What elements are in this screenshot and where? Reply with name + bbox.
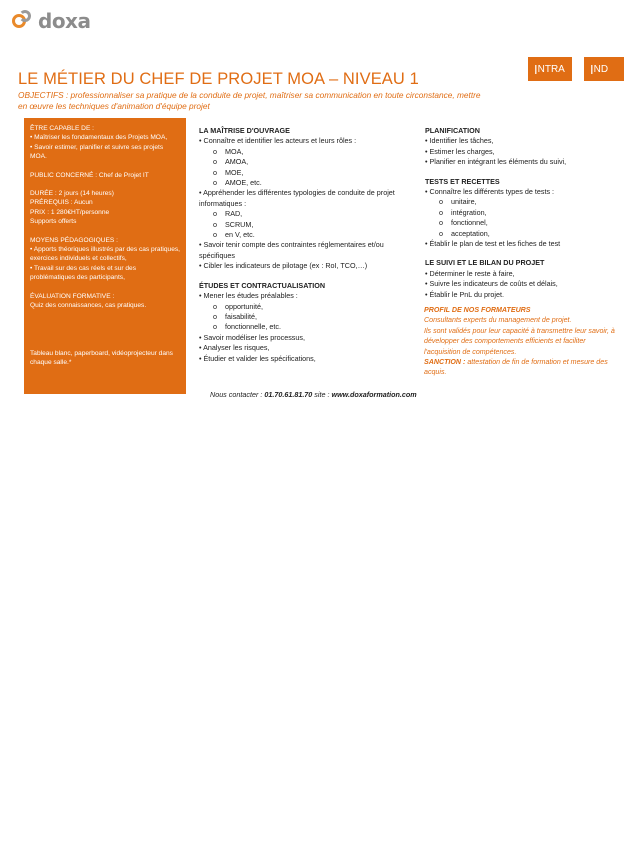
panel-capable-item: • Savoir estimer, planifier et suivre ses projets MOA.: [30, 143, 164, 161]
bullet: • Établir le plan de test et les fiches de test: [425, 239, 561, 249]
tab-inter-rest: ND: [593, 63, 609, 75]
section-title: TESTS ET RECETTES: [425, 176, 500, 186]
section-title: PLANIFICATION: [425, 126, 480, 135]
trainer-profile: [424, 305, 620, 378]
column-right: [425, 126, 625, 300]
bullet: • Planifier en intégrant les éléments du suivi,: [425, 157, 567, 167]
panel-capable-item: • Maîtriser les fondamentaux des Projets MOA,: [30, 134, 168, 142]
sub-item: o en V, etc.: [199, 230, 395, 240]
sub-item: o AMOE, etc.: [199, 178, 395, 188]
site-link[interactable]: www.doxaformation.com: [331, 390, 417, 399]
section-title: LE SUIVI ET LE BILAN DU PROJET: [425, 258, 545, 268]
bullet: • Déterminer le reste à faire,: [425, 268, 515, 278]
sub-item: o faisabilité,: [199, 312, 395, 322]
sub-item: o acceptation,: [425, 229, 625, 239]
bullet: • Appréhender les différentes typologies de conduite de projet informatiques :: [199, 188, 395, 208]
bullet: • Connaître les différents types de tests :: [425, 187, 555, 197]
logo-mark-icon: [12, 10, 34, 32]
bullet: • Suivre les indicateurs de coûts et délais,: [425, 279, 558, 289]
panel-duration: DURÉE : 2 jours (14 heures): [30, 190, 114, 198]
contact-phone[interactable]: 01.70.61.81.70: [264, 390, 313, 399]
info-panel: [24, 118, 186, 394]
contact-line: [210, 390, 417, 399]
sub-item: o fonctionnelle, etc.: [199, 322, 395, 332]
panel-means-item: • Travail sur des cas réels et sur des problématiques des participants,: [30, 264, 137, 282]
profile-title: PROFIL DE NOS FORMATEURS: [424, 306, 531, 314]
bullet: • Établir le PnL du projet.: [425, 289, 504, 299]
contact-label: Nous contacter :: [210, 390, 265, 399]
sub-item: o unitaire,: [425, 197, 625, 207]
tab-intra-rest: NTRA: [537, 63, 565, 75]
profile-line: Ils sont validés pour leur capacité à transmettre leur savoir, à développer des comportements efficients et faciliter l'acquisition de compétences.: [424, 326, 615, 356]
sub-item: o MOE,: [199, 168, 395, 178]
panel-evaluation-text: Quiz des connaissances, cas pratiques.: [30, 302, 147, 310]
sub-item: o SCRUM,: [199, 220, 395, 230]
panel-means-item: • Apports théoriques illustrés par des cas pratiques, exercices individuels et collectifs,: [30, 246, 181, 263]
bullet: • Identifier les tâches,: [425, 136, 494, 146]
panel-equipment: Tableau blanc, paperboard, vidéoprojecteur dans chaque salle.*: [30, 349, 173, 366]
panel-supports: Supports offerts: [30, 218, 77, 226]
panel-price: PRIX : 1 280€HT/personne: [30, 208, 110, 216]
bullet: • Cibler les indicateurs de pilotage (ex : RoI, TCO,…): [199, 261, 368, 271]
bullet: • Savoir modéliser les processus,: [199, 332, 305, 342]
tab-inter-initial: I: [590, 61, 594, 77]
panel-prerequisites: PRÉREQUIS : Aucun: [30, 199, 93, 207]
bullet: • Savoir tenir compte des contraintes réglementaires et/ou spécifiques: [199, 240, 384, 260]
site-label: site :: [312, 390, 332, 399]
section-title: LA MAÎTRISE D'OUVRAGE: [199, 126, 290, 135]
panel-evaluation-title: ÉVALUATION FORMATIVE :: [30, 292, 115, 300]
page-title: LE MÉTIER DU CHEF DE PROJET MOA – NIVEAU 1: [18, 70, 419, 88]
sub-item: o RAD,: [199, 209, 395, 219]
tab-intra-initial: I: [534, 61, 538, 77]
sanction: [424, 357, 620, 378]
tab-inter[interactable]: [584, 57, 624, 81]
sub-item: o AMOA,: [199, 157, 395, 167]
bullet: • Connaître et identifier les acteurs et leurs rôles :: [199, 136, 357, 146]
panel-means-title: MOYENS PÉDAGOGIQUES :: [30, 236, 118, 244]
objectives: OBJECTIFS : professionnaliser sa pratique de la conduite de projet, maîtriser sa communication en toute circonstance, mettre en œuvre les techniques d'animation d'équipe projet: [18, 90, 481, 111]
bullet: • Étudier et valider les spécifications,: [199, 353, 316, 363]
bullet: • Estimer les charges,: [425, 146, 495, 156]
bullet: • Mener les études préalables :: [199, 291, 298, 301]
logo: [12, 8, 90, 34]
sub-item: o intégration,: [425, 208, 625, 218]
logo-text: doxa: [38, 9, 91, 33]
bullet: • Analyser les risques,: [199, 343, 270, 353]
panel-capable-title: ÊTRE CAPABLE DE :: [30, 125, 95, 132]
sub-item: o fonctionnel,: [425, 218, 625, 228]
sanction-label: SANCTION :: [424, 358, 466, 367]
profile-line: Consultants experts du management de projet.: [424, 316, 572, 325]
section-title: ÉTUDES ET CONTRACTUALISATION: [199, 280, 326, 290]
column-left: [199, 126, 395, 364]
sub-item: o opportunité,: [199, 302, 395, 312]
panel-public: PUBLIC CONCERNÉ : Chef de Projet IT: [30, 171, 149, 179]
tab-intra[interactable]: [528, 57, 572, 81]
sub-item: o MOA,: [199, 147, 395, 157]
sanction-text: attestation de fin de formation et mesure des acquis.: [424, 358, 608, 377]
